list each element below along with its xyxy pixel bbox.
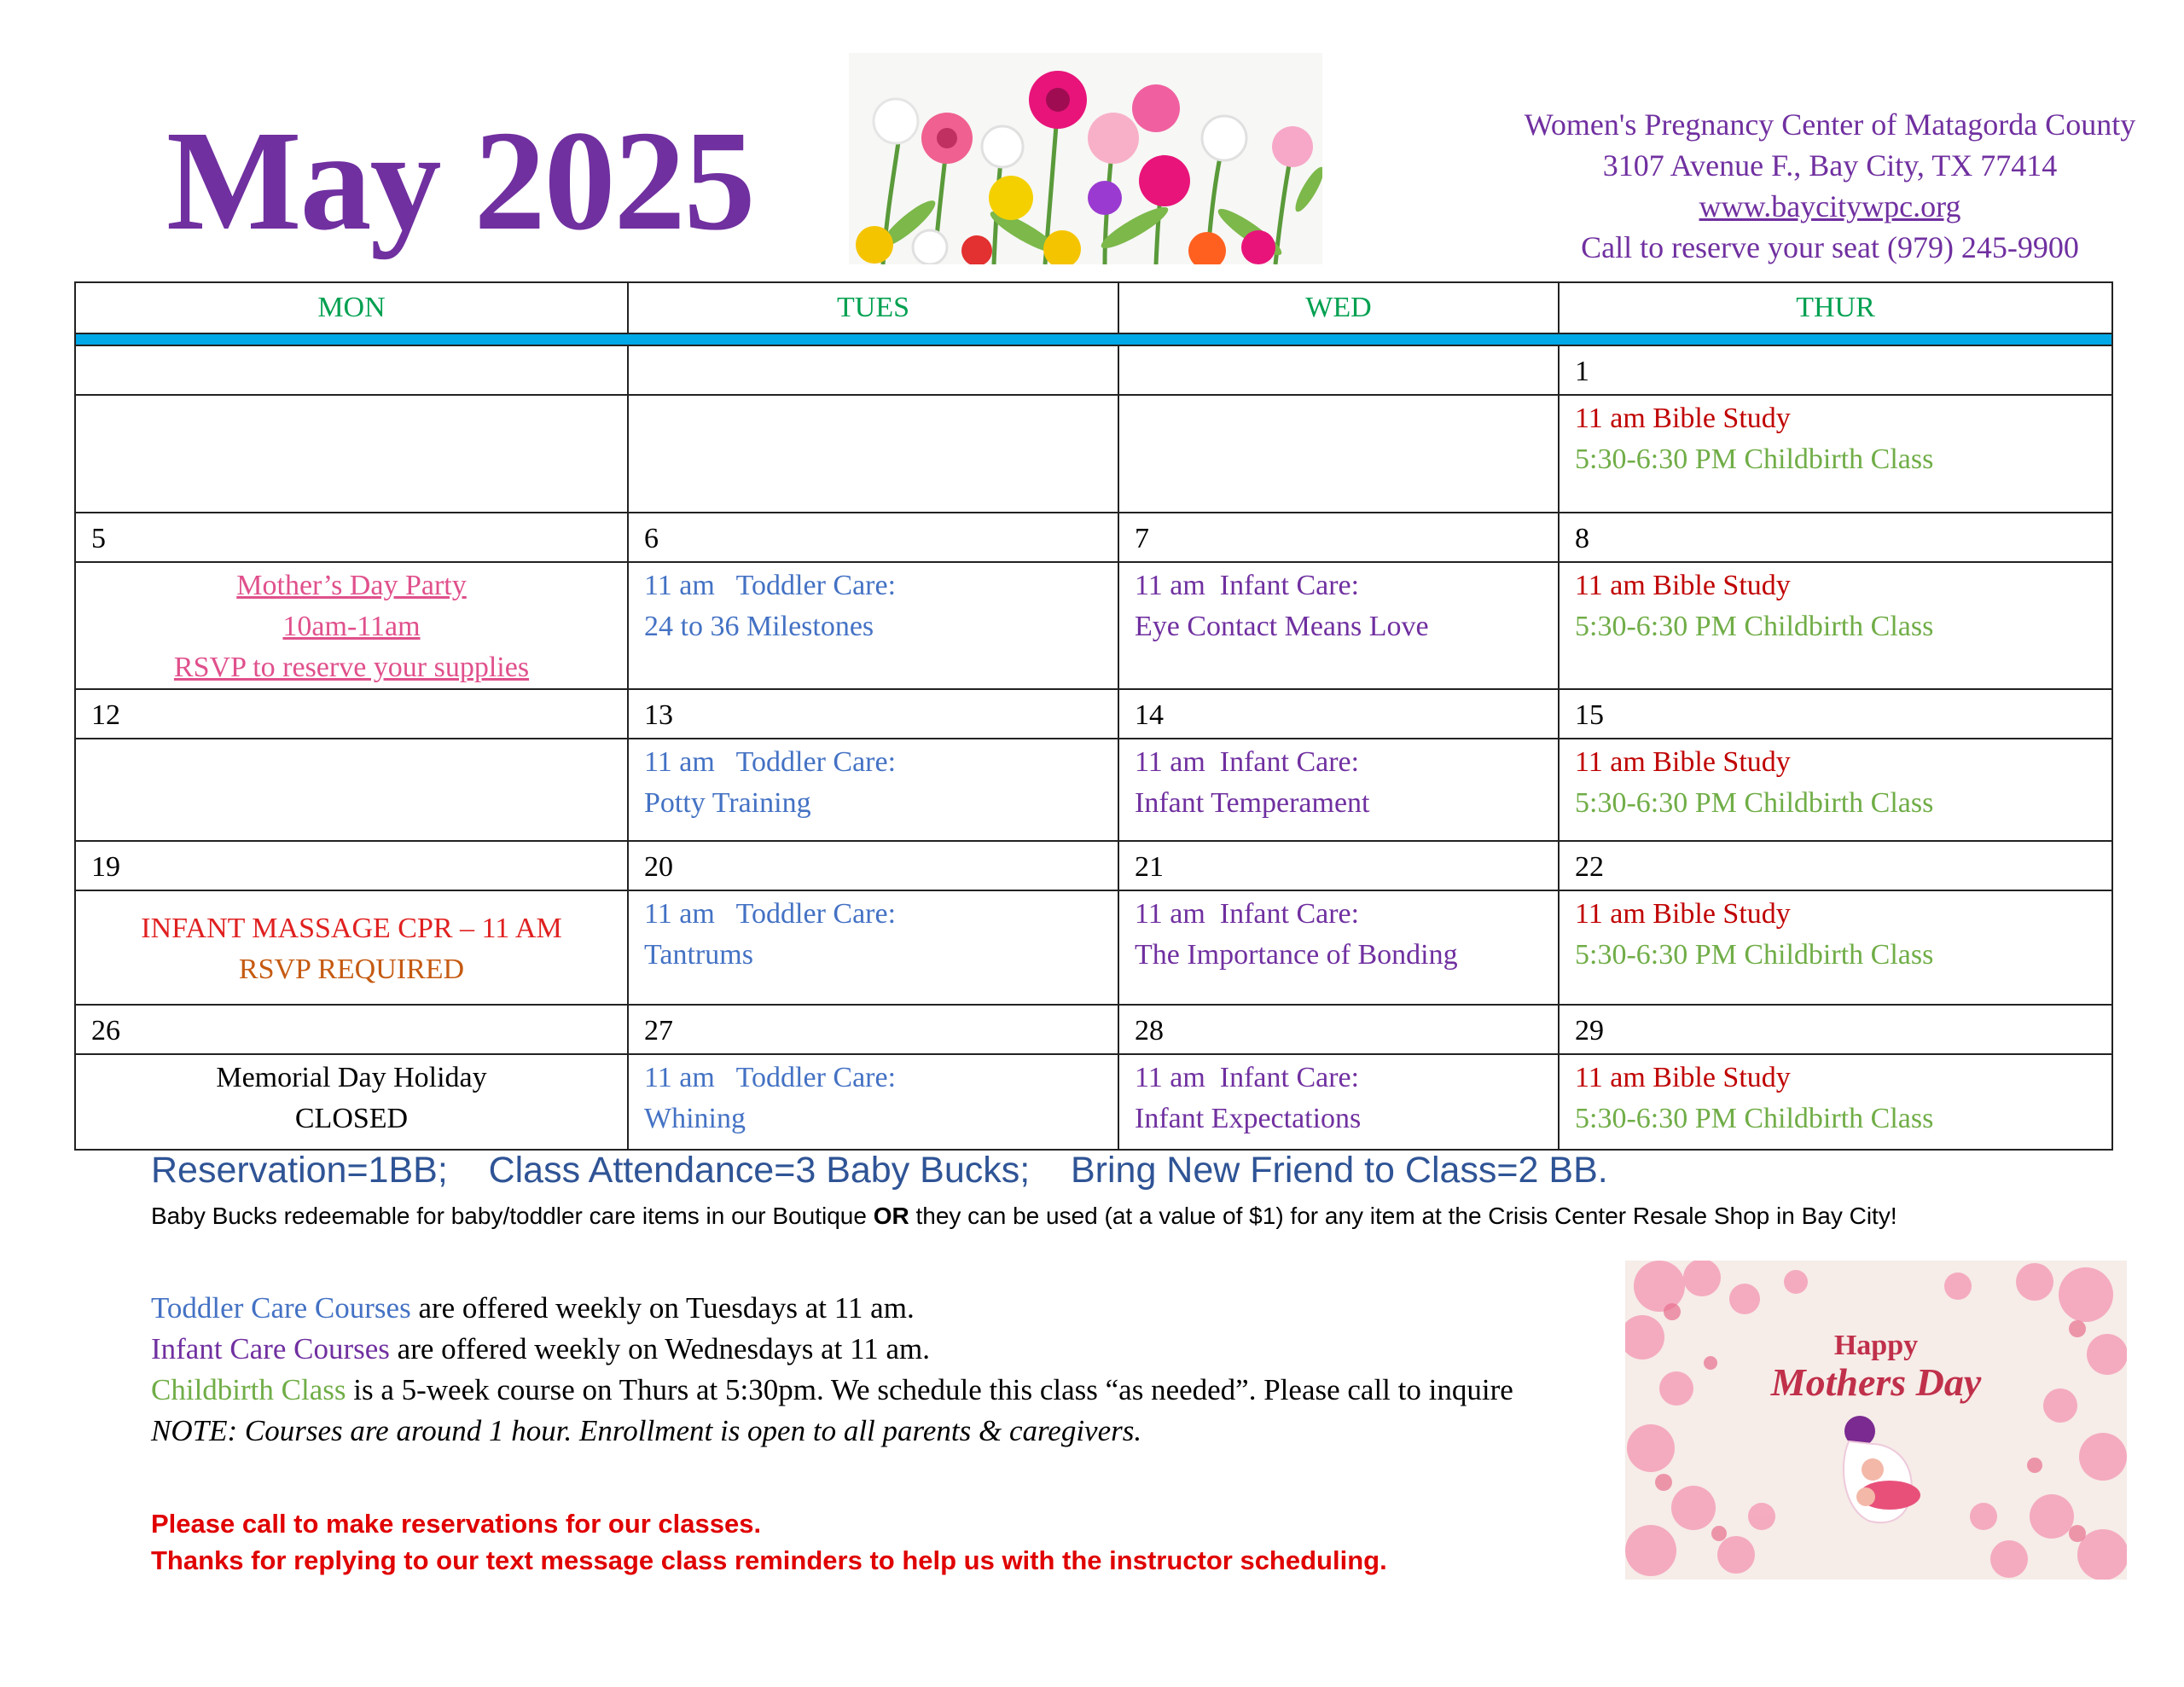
- day-header-wed: WED: [1118, 282, 1559, 333]
- redeem-text-1: Baby Bucks redeemable for baby/toddler care items in our Boutique: [151, 1203, 874, 1229]
- week1-number-row: [75, 345, 2112, 395]
- bible-study-event: 11 am Bible Study: [1575, 570, 1791, 601]
- week5-event-row: [75, 1054, 2112, 1150]
- event-cell: [1559, 739, 2112, 841]
- flower-banner-image: [849, 53, 1322, 264]
- baby-bucks-redeem-note: [151, 1203, 1897, 1230]
- toddler-care-event: 11 am Toddler Care:: [644, 898, 897, 930]
- event-cell: [628, 739, 1118, 841]
- page-title: May 2025: [166, 101, 754, 260]
- redeem-text-2: they can be used (at a value of $1) for any item at the Crisis Center Resale Shop in Bay City!: [909, 1203, 1897, 1229]
- toddler-care-topic: Tantrums: [644, 939, 753, 971]
- bible-study-event: 11 am Bible Study: [1575, 898, 1791, 930]
- week2-number-row: [75, 513, 2112, 562]
- toddler-course-line: [151, 1288, 1513, 1329]
- infant-massage-cpr-event: INFANT MASSAGE CPR – 11 AM: [141, 913, 562, 944]
- day-number: 8: [1559, 513, 2112, 562]
- infant-care-event: 11 am Infant Care:: [1135, 746, 1360, 778]
- day-number: 21: [1118, 841, 1559, 890]
- week1-event-row: [75, 395, 2112, 513]
- day-cell-empty: [628, 345, 1118, 395]
- day-header-mon: MON: [75, 282, 628, 333]
- childbirth-class-event: 5:30-6:30 PM Childbirth Class: [1575, 787, 1934, 819]
- day-number: 19: [75, 841, 628, 890]
- childbirth-class-event: 5:30-6:30 PM Childbirth Class: [1575, 443, 1934, 475]
- week5-number-row: [75, 1005, 2112, 1054]
- header-divider-bar: [75, 333, 2112, 345]
- day-number: 29: [1559, 1005, 2112, 1054]
- rsvp-required-label: RSVP REQUIRED: [238, 954, 465, 985]
- day-number: 14: [1118, 689, 1559, 739]
- phone-line: Call to reserve your seat (979) 245-9900: [1581, 230, 2079, 264]
- toddler-care-event: 11 am Toddler Care:: [644, 1062, 897, 1093]
- day-header-tue: TUES: [628, 282, 1118, 333]
- childbirth-class-event: 5:30-6:30 PM Childbirth Class: [1575, 1103, 1934, 1134]
- day-number: 27: [628, 1005, 1118, 1054]
- bible-study-event: 11 am Bible Study: [1575, 1062, 1791, 1093]
- day-cell-empty: [1118, 345, 1559, 395]
- bible-study-event: 11 am Bible Study: [1575, 403, 1791, 434]
- day-number: 7: [1118, 513, 1559, 562]
- week3-event-row: [75, 739, 2112, 841]
- event-cell: [1559, 562, 2112, 689]
- day-number: 12: [75, 689, 628, 739]
- week2-event-row: [75, 562, 2112, 689]
- childbirth-course-text: is a 5-week course on Thurs at 5:30pm. We schedule this class “as needed”. Please call to inquire: [346, 1373, 1513, 1406]
- mothers-day-party-time[interactable]: 10am-11am: [282, 611, 421, 642]
- toddler-course-name: Toddler Care Courses: [151, 1291, 411, 1325]
- childbirth-course-name: Childbirth Class: [151, 1373, 346, 1406]
- event-cell: [1559, 890, 2112, 1005]
- mothers-day-party-link[interactable]: Mother’s Day Party: [236, 570, 467, 601]
- childbirth-class-event: 5:30-6:30 PM Childbirth Class: [1575, 611, 1934, 642]
- infant-course-text: are offered weekly on Wednesdays at 11 am.: [389, 1332, 931, 1365]
- courses-note: NOTE: Courses are around 1 hour. Enrollment is open to all parents & caregivers.: [151, 1414, 1142, 1447]
- day-header-thu: THUR: [1559, 282, 2112, 333]
- toddler-care-topic: Whining: [644, 1103, 746, 1134]
- event-cell: [1118, 562, 1559, 689]
- event-cell-empty: [628, 395, 1118, 513]
- infant-course-line: [151, 1329, 1513, 1370]
- toddler-care-topic: Potty Training: [644, 787, 811, 819]
- event-cell: [75, 890, 628, 1005]
- infant-care-event: 11 am Infant Care:: [1135, 1062, 1360, 1093]
- toddler-care-event: 11 am Toddler Care:: [644, 570, 897, 601]
- toddler-care-topic: 24 to 36 Milestones: [644, 611, 874, 642]
- day-number: 15: [1559, 689, 2112, 739]
- org-info: [1450, 104, 2184, 268]
- closed-label: CLOSED: [294, 1103, 409, 1134]
- event-cell: [1118, 890, 1559, 1005]
- calendar-table: [74, 281, 2113, 1151]
- day-number: 20: [628, 841, 1118, 890]
- week3-number-row: [75, 689, 2112, 739]
- event-cell: [1118, 1054, 1559, 1150]
- card-happy-text: Happy: [1833, 1330, 1919, 1361]
- bible-study-event: 11 am Bible Study: [1575, 746, 1791, 778]
- reservation-line-1: Please call to make reservations for our classes.: [151, 1509, 762, 1539]
- day-number: 22: [1559, 841, 2112, 890]
- day-number: 5: [75, 513, 628, 562]
- day-cell-empty: [75, 345, 628, 395]
- day-header-row: [75, 282, 2112, 333]
- memorial-day-holiday: Memorial Day Holiday: [216, 1062, 487, 1093]
- website-link[interactable]: www.baycitywpc.org: [1699, 189, 1961, 223]
- reservation-line-2: Thanks for replying to our text message class reminders to help us with the instructor scheduling.: [151, 1545, 1387, 1575]
- course-descriptions: [151, 1288, 1513, 1452]
- org-address: 3107 Avenue F., Bay City, TX 77414: [1602, 148, 2058, 183]
- event-cell: [1559, 395, 2112, 513]
- infant-care-topic: Eye Contact Means Love: [1135, 611, 1429, 642]
- day-number: 28: [1118, 1005, 1559, 1054]
- event-cell: [75, 1054, 628, 1150]
- rsvp-supplies-link[interactable]: RSVP to reserve your supplies: [173, 652, 530, 683]
- event-cell-empty: [75, 739, 628, 841]
- infant-care-event: 11 am Infant Care:: [1135, 898, 1360, 930]
- week4-number-row: [75, 841, 2112, 890]
- event-cell: [628, 890, 1118, 1005]
- childbirth-course-line: [151, 1370, 1513, 1411]
- infant-care-topic: Infant Expectations: [1135, 1103, 1362, 1134]
- baby-bucks-rewards: Reservation=1BB; Class Attendance=3 Baby Bucks; Bring New Friend to Class=2 BB.: [151, 1150, 1608, 1191]
- infant-care-topic: Infant Temperament: [1135, 787, 1370, 819]
- day-number: 6: [628, 513, 1118, 562]
- redeem-or: OR: [873, 1203, 909, 1229]
- event-cell: [1118, 739, 1559, 841]
- event-cell: [628, 1054, 1118, 1150]
- event-cell: [1559, 1054, 2112, 1150]
- infant-course-name: Infant Care Courses: [151, 1332, 390, 1365]
- toddler-course-text: are offered weekly on Tuesdays at 11 am.: [410, 1291, 915, 1325]
- infant-care-topic: The Importance of Bonding: [1135, 939, 1458, 971]
- event-cell: [75, 562, 628, 689]
- week4-event-row: [75, 890, 2112, 1005]
- toddler-care-event: 11 am Toddler Care:: [644, 746, 897, 778]
- reservation-notice: [151, 1505, 1387, 1579]
- event-cell-empty: [1118, 395, 1559, 513]
- event-cell-empty: [75, 395, 628, 513]
- day-number: 1: [1559, 345, 2112, 395]
- infant-care-event: 11 am Infant Care:: [1135, 570, 1360, 601]
- day-number: 13: [628, 689, 1118, 739]
- card-mothers-day-text: Mothers Day: [1770, 1360, 1982, 1404]
- childbirth-class-event: 5:30-6:30 PM Childbirth Class: [1575, 939, 1934, 971]
- event-cell: [628, 562, 1118, 689]
- day-number: 26: [75, 1005, 628, 1054]
- mothers-day-card-image: [1625, 1261, 2127, 1580]
- org-name: Women's Pregnancy Center of Matagorda County: [1524, 107, 2136, 142]
